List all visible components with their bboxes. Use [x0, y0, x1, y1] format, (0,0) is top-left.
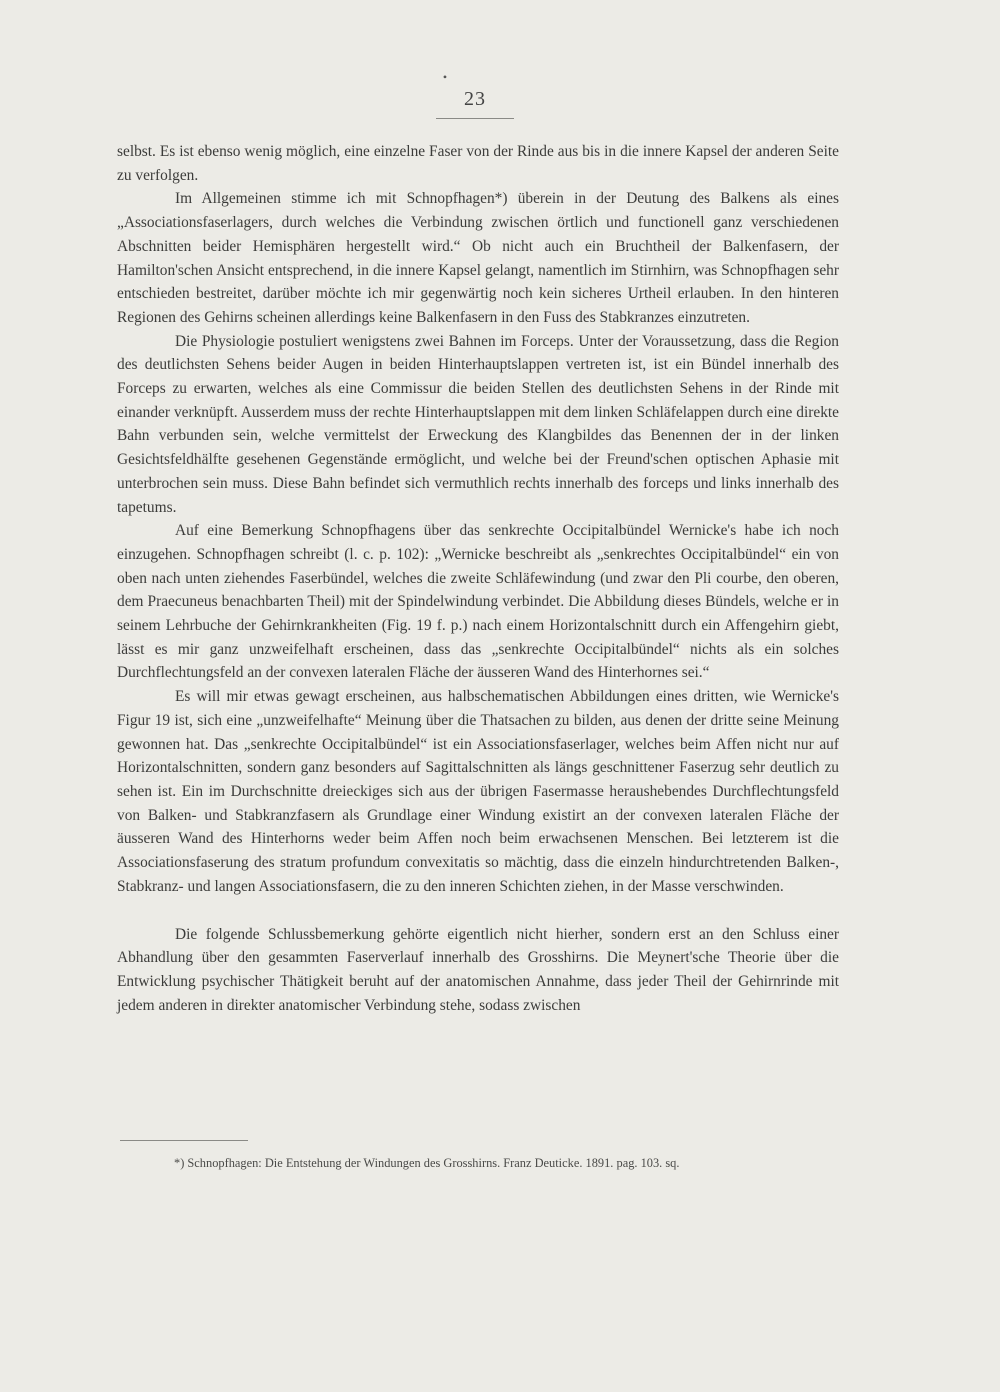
footnote: *) Schnopfhagen: Die Entstehung der Windungen des Grosshirns. Franz Deuticke. 1891. pag. 103. sq.	[174, 1156, 680, 1170]
paragraph-wernicke-figur: Es will mir etwas gewagt erscheinen, aus halbschematischen Abbildungen eines dritten, wie Wernicke's Figur 19 ist, sich eine „unzweifelhafte“ Meinung über die Thatsachen zu bilden, aus denen der dritte seine Meinung gewonnen hat. Das „senkrechte Occipitalbündel“ ist ein Associationsfaserlager, welches beim Affen nicht nur auf Horizontalschnitten, sondern ganz besonders auf Sagittalschnitten als längs geschnittener Faserzug sehr deutlich zu sehen ist. Ein im Durchschnitte dreieckiges sich aus der übrigen Fasermasse heraushebendes Durchflechtungsfeld von Balken- und Stabkranzfasern als Grundlage einer Windung existirt an der convexen lateralen Fläche der äusseren Wand des Hinterhorns weder beim Affen noch beim erwachsenen Menschen. Bei letzterem ist die Associationsfaserung des stratum profundum convexitatis so mächtig, dass die einzeln hindurchtretenden Balken-, Stabkranz- und langen Associationsfasern, die zu den inneren Schichten ziehen, in der Masse verschwinden.	[117, 688, 839, 895]
body-text	[117, 140, 839, 1017]
page-mark: •	[442, 70, 448, 84]
paragraph-balken: Im Allgemeinen stimme ich mit Schnopfhagen*) überein in der Deutung des Balkens als eines „Associationsfaserlagers, durch welches die Verbindung zwischen örtlich und functionell ganz verschiedenen Abschnitten beider Hemisphären hergestellt wird.“ Ob nicht auch ein Bruchtheil der Balkenfasern, der Hamilton'schen Ansicht entsprechend, in die innere Kapsel gelangt, namentlich im Stirnhirn, was Schnopfhagen sehr entschieden bestreitet, darüber möchte ich mir gegenwärtig noch kein sicheres Urtheil erlauben. In den hinteren Regionen des Gehirns scheinen allerdings keine Balkenfasern in den Fuss des Stabkranzes einzutreten.	[117, 190, 839, 326]
paragraph-physiologie: Die Physiologie postuliert wenigstens zwei Bahnen im Forceps. Unter der Voraussetzung, dass die Region des deutlichsten Sehens beider Augen in beiden Hinterhauptslappen vertreten ist, ist ein Bündel innerhalb des Forceps zu erwarten, welches als eine Commissur die beiden Stellen des deutlichsten Sehens in der Rinde mit einander verknüpft. Ausserdem muss der rechte Hinterhauptslappen mit dem linken Schläfelappen durch eine direkte Bahn verbunden sein, welche vermittelst der Erweckung des Klangbildes das Benennen der in der linken Gesichtsfeldhälfte gesehenen Gegenstände ermöglicht, und welche bei der Freund'schen optischen Aphasie mit unterbrochen sein muss. Diese Bahn befindet sich vermuthlich rechts innerhalb des forceps und links innerhalb des tapetums.	[117, 332, 839, 516]
page-number-rule	[436, 118, 514, 119]
footnote-rule	[120, 1140, 248, 1141]
paragraph-schlussbemerkung: Die folgende Schlussbemerkung gehörte eigentlich nicht hierher, sondern erst an den Schluss einer Abhandlung über den gesammten Faserverlauf innerhalb des Grosshirns. Die Meynert'sche Theorie über die Entwicklung psychischer Thätigkeit beruht auf der anatomischen Annahme, dass jeder Theil der Gehirnrinde mit jedem anderen in direkter anatomischer Verbindung stehe, sodass zwischen	[117, 925, 839, 1014]
paragraph-occipitalbuendel: Auf eine Bemerkung Schnopfhagens über das senkrechte Occipitalbündel Wernicke's habe ich noch einzugehen. Schnopfhagen schreibt (l. c. p. 102): „Wernicke beschreibt als „senkrechtes Occipitalbündel“ ein von oben nach unten ziehendes Faserbündel, welches die zweite Schläfewindung (und zwar den Pli courbe, den oberen, dem Praecuneus benachbarten Theil) mit der Spindelwindung verbindet. Die Abbildung dieses Bündels, welche er in seinem Lehrbuche der Gehirnkrankheiten (Fig. 19 f. p.) nach einem Horizontalschnitt durch ein Affengehirn giebt, lässt es mir ganz unzweifelhaft erscheinen, dass das „senkrechte Occipitalbündel“ nichts als ein solches Durchflechtungsfeld an der convexen lateralen Fläche der äusseren Wand des Hinterhornes sei.“	[117, 522, 839, 682]
paragraph-continuation: selbst. Es ist ebenso wenig möglich, eine einzelne Faser von der Rinde aus bis in die innere Kapsel der anderen Seite zu verfolgen.	[117, 143, 839, 184]
page-number: 23	[464, 88, 486, 110]
